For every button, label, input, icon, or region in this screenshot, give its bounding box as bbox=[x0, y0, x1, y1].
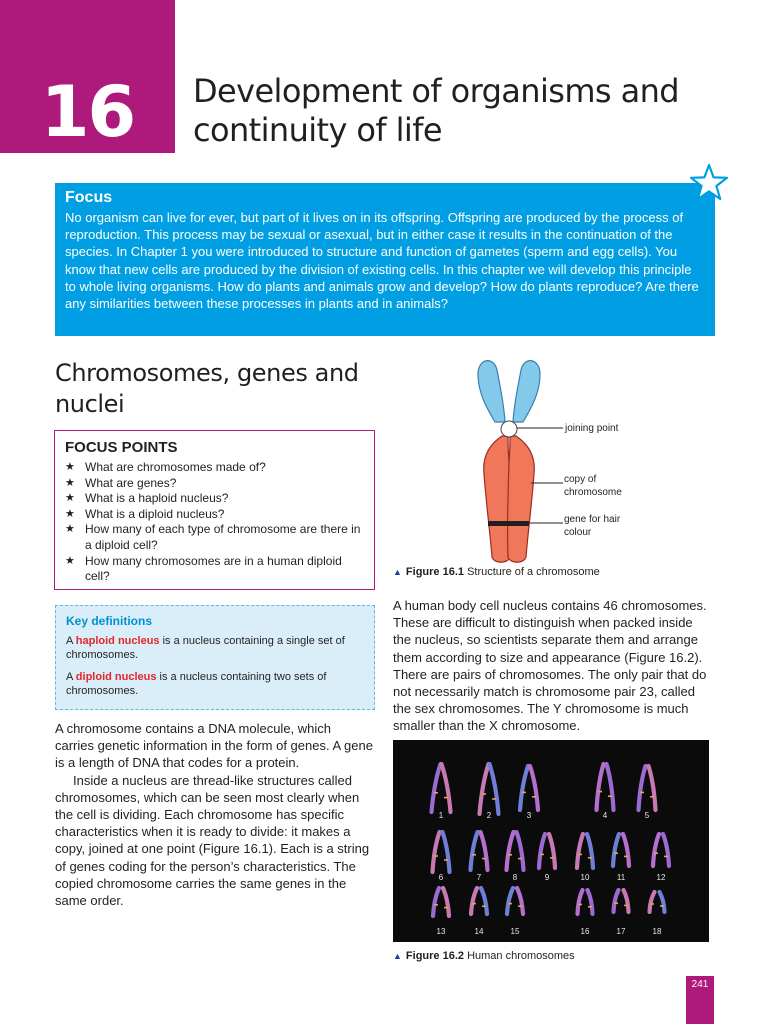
star-bullet-icon: ★ bbox=[65, 476, 75, 489]
chromosome-number-label: 7 bbox=[476, 873, 482, 882]
chromosome-number-label: 13 bbox=[436, 927, 446, 936]
chapter-title: Development of organisms and continuity of life bbox=[193, 72, 679, 149]
gene-band bbox=[488, 521, 509, 526]
key-definitions-heading: Key definitions bbox=[66, 614, 153, 628]
figure-16-2-caption: ▲ Figure 16.2 Human chromosomes bbox=[393, 950, 575, 962]
focus-points-box bbox=[54, 430, 375, 590]
definition-term: haploid nucleus bbox=[75, 635, 160, 647]
chromosome-number-label: 8 bbox=[512, 873, 518, 882]
key-definitions-box bbox=[55, 605, 375, 710]
paragraph: A human body cell nucleus contains 46 chromosomes. These are difficult to distinguish when packed inside the nucleus, so scientists separate them and arrange them according to size and appearance (Figure 16.2). There are pairs of chromosomes. The only pair that do not necessarily match is chromosome pair 23, called the sex chromosomes. The Y chromosome is much smaller than the X chromosome. bbox=[393, 598, 707, 734]
paragraph: Inside a nucleus are thread-like structures called chromosomes, which can be seen most clearly when the cell is dividing. Each chromosome has specific characteristics when it is ready to divide: it makes a copy, joined at one point (Figure 16.1). Each is a string of genes coding for the person’s characteristics. The copied chromosome carries the same genes in the same order. bbox=[55, 772, 370, 909]
focus-point-item: ★ What are genes? bbox=[65, 475, 177, 490]
chromatid-bottom-left bbox=[484, 436, 511, 562]
star-bullet-icon: ★ bbox=[65, 492, 75, 505]
chromosome-number-label: 4 bbox=[602, 811, 608, 820]
star-bullet-icon: ★ bbox=[65, 554, 75, 567]
paragraph: A chromosome contains a DNA molecule, which carries genetic information in the form of genes. A gene is a length of DNA that codes for a protein. bbox=[55, 721, 373, 771]
triangle-up-icon: ▲ bbox=[393, 567, 402, 577]
label-gene-for-hair-colour: gene for hair colour bbox=[564, 514, 621, 538]
centromere bbox=[501, 421, 517, 437]
chromosome-number-label: 9 bbox=[544, 873, 550, 882]
chromosome-number-label: 1 bbox=[438, 811, 444, 820]
gene-band bbox=[509, 521, 529, 526]
star-bullet-icon: ★ bbox=[65, 523, 75, 536]
chromatid-top-right bbox=[513, 361, 540, 422]
focus-points-heading: FOCUS POINTS bbox=[65, 439, 178, 456]
chromosome-number-label: 17 bbox=[616, 927, 626, 936]
chromosome-number-label: 3 bbox=[526, 811, 532, 820]
chromosome-number-label: 5 bbox=[644, 811, 650, 820]
body-text-right bbox=[393, 597, 713, 735]
chromosome-number-label: 11 bbox=[616, 873, 626, 882]
chromosome-number-label: 14 bbox=[474, 927, 484, 936]
chromosome-number-label: 18 bbox=[652, 927, 662, 936]
definition-diploid: A diploid nucleus is a nucleus containing two sets of chromosomes. bbox=[66, 671, 327, 697]
focus-point-item: ★ What are chromosomes made of? bbox=[65, 460, 266, 474]
focus-text: No organism can live for ever, but part of it lives on in its offspring. Offspring are produced by the process of reproduction. This process may be sexual or asexual, but in either case it results in the continuation of the species. In Chapter 1 you were introduced to structure and function of gametes (sperm and egg cells). You know that new cells are produced by the division of existing cells. In this chapter we will develop this principle to whole living organisms. How do plants and animals grow and develop? How do plants reproduce? Are there any similarities between these processes in plants and in animals? bbox=[65, 210, 699, 312]
chromosome-number-label: 10 bbox=[580, 873, 590, 882]
chromosome-number-label: 2 bbox=[486, 811, 492, 820]
focus-point-item: ★ What is a diploid nucleus? bbox=[65, 506, 225, 521]
chromosome-number-label: 6 bbox=[438, 873, 444, 882]
page-number: 241 bbox=[686, 976, 714, 1024]
karyotype-image bbox=[393, 740, 709, 942]
definition-haploid: A haploid nucleus is a nucleus containing a single set of chromosomes. bbox=[66, 635, 345, 661]
definition-term: diploid nucleus bbox=[75, 671, 157, 683]
body-text-left bbox=[55, 720, 373, 909]
label-joining-point: joining point bbox=[565, 423, 619, 434]
focus-box bbox=[55, 183, 715, 336]
chapter-number: 16 bbox=[40, 71, 135, 153]
focus-heading: Focus bbox=[65, 189, 113, 206]
chromosome-number-label: 16 bbox=[580, 927, 590, 936]
chromosome-diagram bbox=[450, 352, 710, 572]
focus-points-list bbox=[65, 460, 364, 585]
label-copy-of-chromosome: copy of chromosome bbox=[564, 474, 622, 498]
section-heading: Chromosomes, genes and nuclei bbox=[55, 359, 359, 418]
chromosome-number-label: 12 bbox=[656, 873, 666, 882]
chromosome-number-label: 15 bbox=[510, 927, 520, 936]
figure-16-1-caption: ▲ Figure 16.1 Structure of a chromosome bbox=[393, 566, 600, 578]
triangle-up-icon: ▲ bbox=[393, 951, 402, 961]
chromatid-bottom-right bbox=[508, 436, 535, 562]
focus-point-item: ★ How many chromosomes are in a human diploid cell? bbox=[65, 553, 342, 584]
star-outline-icon bbox=[689, 163, 729, 203]
star-bullet-icon: ★ bbox=[65, 507, 75, 520]
focus-point-item: ★ What is a haploid nucleus? bbox=[65, 491, 229, 506]
star-bullet-icon: ★ bbox=[65, 461, 75, 473]
chromatid-top-left bbox=[478, 361, 505, 422]
focus-point-item: ★ How many of each type of chromosome are there in a diploid cell? bbox=[65, 522, 361, 552]
